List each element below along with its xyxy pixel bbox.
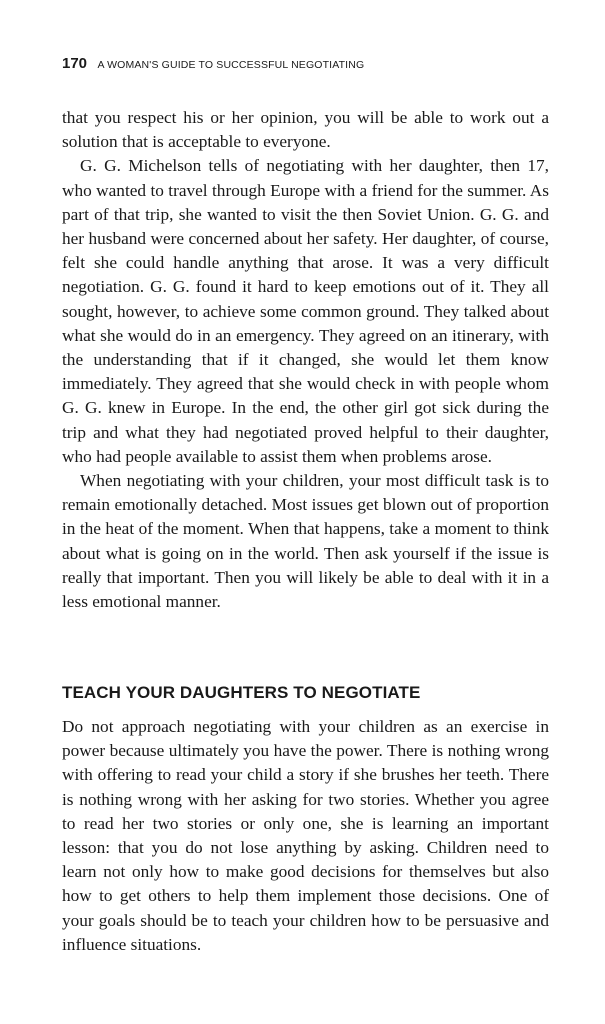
body-text-bottom (62, 715, 549, 957)
paragraph-emotional-detachment: When negotiating with your children, your most difficult task is to remain emotionally detached. Most issues get blown out of proportion in the heat of the moment. When that happens, take a moment to think about what is going on in the world. Then ask yourself if the issue is really that important. Then you will likely be able to deal with it in a less emotional manner. (62, 471, 549, 612)
book-title: A WOMAN'S GUIDE TO SUCCESSFUL NEGOTIATING (97, 59, 365, 71)
running-head (62, 55, 364, 73)
body-text-top (62, 106, 549, 614)
paragraph-teach-daughters: Do not approach negotiating with your children as an exercise in power because ultimately you have the power. There is nothing wrong with offering to read your child a story if she brushes her teeth. There is nothing wrong with her asking for two stories. Whether you agree to read her two stories or only one, she is learning an important lesson: that you do not lose anything by asking. Children need to learn not only how to make good decisions for themselves but also how to get others to help them implement those decisions. One of your goals should be to teach your children how to be persuasive and influence situations. (62, 717, 549, 954)
paragraph-michelson-story: G. G. Michelson tells of negotiating with her daughter, then 17, who wanted to travel through Europe with a friend for the summer. As part of that trip, she wanted to visit the then Soviet Union. G. G. and her husband were concerned about her safety. Her daughter, of course, felt she could handle anything that arose. It was a very difficult negotiation. G. G. found it hard to keep emotions out of it. They all sought, however, to achieve some common ground. They talked about what she would do in an emergency. They agreed on an itinerary, with the understanding that if it changed, she would let them know immediately. They agreed that she would check in with people whom G. G. knew in Europe. In the end, the other girl got sick during the trip and what they had negotiated proved helpful to their daughter, who had people available to assist them when problems arose. (62, 156, 549, 466)
page-number: 170 (62, 55, 88, 72)
section-heading: TEACH YOUR DAUGHTERS TO NEGOTIATE (62, 683, 421, 702)
paragraph-continued: that you respect his or her opinion, you will be able to work out a solution that is acceptable to everyone. (62, 108, 549, 152)
